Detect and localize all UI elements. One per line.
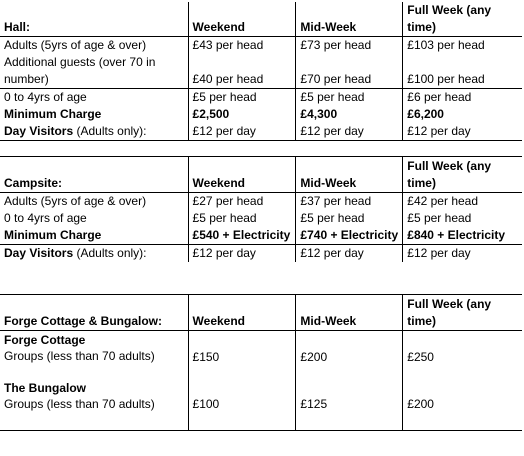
mid-week-price: £12 per day xyxy=(296,123,403,141)
day-visitors-row xyxy=(0,245,522,263)
row-label: Minimum Charge xyxy=(0,227,188,245)
minimum-charge-row xyxy=(0,227,522,245)
day-visitors-row xyxy=(0,123,522,141)
weekend-price: £40 per head xyxy=(188,54,296,89)
mid-week-header: Mid-Week xyxy=(296,2,403,37)
weekend-price: £100 xyxy=(188,366,296,431)
weekend-price: £5 per head xyxy=(188,210,296,227)
minimum-charge-row xyxy=(0,106,522,123)
full-week-price: £6,200 xyxy=(403,106,522,123)
mid-week-price: £4,300 xyxy=(296,106,403,123)
table-row xyxy=(0,37,522,55)
weekend-header: Weekend xyxy=(188,2,296,37)
row-label: Day Visitors (Adults only): xyxy=(0,123,188,141)
row-label: Adults (5yrs of age & over) xyxy=(4,194,147,208)
bungalow-row xyxy=(0,366,522,431)
weekend-price: £12 per day xyxy=(188,123,296,141)
weekend-price: £150 xyxy=(188,331,296,367)
full-week-header: Full Week (any time) xyxy=(403,295,522,331)
hall-header-row xyxy=(0,2,522,37)
campsite-header-row xyxy=(0,157,522,193)
mid-week-header: Mid-Week xyxy=(296,157,403,193)
mid-week-price: £740 + Electricity xyxy=(296,227,403,245)
campsite-pricing-table xyxy=(0,156,522,262)
mid-week-price: £5 per head xyxy=(296,210,403,227)
row-label: Minimum Charge xyxy=(4,107,102,121)
table-row xyxy=(0,89,522,107)
table-row xyxy=(0,193,522,211)
row-label: Adults (5yrs of age & over) xyxy=(4,38,147,52)
weekend-price: £27 per head xyxy=(188,193,296,211)
forge-cottage-row xyxy=(0,331,522,367)
mid-week-price: £70 per head xyxy=(296,54,403,89)
full-week-price: £200 xyxy=(403,366,522,431)
table-row xyxy=(0,54,522,89)
full-week-price: £12 per day xyxy=(403,245,522,263)
mid-week-price: £73 per head xyxy=(296,37,403,55)
weekend-price: £2,500 xyxy=(188,106,296,123)
mid-week-price: £125 xyxy=(296,366,403,431)
row-label: 0 to 4yrs of age xyxy=(4,90,87,104)
cottage-header-row xyxy=(0,295,522,331)
full-week-header: Full Week (any time) xyxy=(403,157,522,193)
row-label: The Bungalow Groups (less than 70 adults) xyxy=(4,381,155,411)
table-row xyxy=(0,210,522,227)
full-week-price: £250 xyxy=(403,331,522,367)
full-week-price: £103 per head xyxy=(403,37,522,55)
full-week-price: £12 per day xyxy=(403,123,522,141)
mid-week-price: £12 per day xyxy=(296,245,403,263)
weekend-price: £43 per head xyxy=(188,37,296,55)
full-week-price: £100 per head xyxy=(403,54,522,89)
mid-week-price: £5 per head xyxy=(296,89,403,107)
weekend-price: £5 per head xyxy=(188,89,296,107)
row-label: Forge Cottage Groups (less than 70 adults) xyxy=(4,333,155,363)
cottage-pricing-table xyxy=(0,294,522,431)
full-week-header: Full Week (any time) xyxy=(403,2,522,37)
forge-cottage-title: Forge Cottage xyxy=(4,333,86,347)
hall-pricing-table xyxy=(0,2,522,141)
bungalow-title: The Bungalow xyxy=(4,381,86,395)
full-week-price: £5 per head xyxy=(403,210,522,227)
full-week-price: £42 per head xyxy=(403,193,522,211)
weekend-header: Weekend xyxy=(188,295,296,331)
row-label: 0 to 4yrs of age xyxy=(4,211,87,225)
hall-section-title: Hall: xyxy=(0,2,188,37)
cottage-section-title: Forge Cottage & Bungalow: xyxy=(0,295,188,331)
weekend-header: Weekend xyxy=(188,157,296,193)
weekend-price: £12 per day xyxy=(188,245,296,263)
full-week-price: £840 + Electricity xyxy=(403,227,522,245)
row-label: Additional guests (over 70 in number) xyxy=(0,54,188,89)
full-week-price: £6 per head xyxy=(403,89,522,107)
mid-week-header: Mid-Week xyxy=(296,295,403,331)
weekend-price: £540 + Electricity xyxy=(188,227,296,245)
mid-week-price: £200 xyxy=(296,331,403,367)
mid-week-price: £37 per head xyxy=(296,193,403,211)
row-label: Day Visitors (Adults only): xyxy=(4,246,147,260)
campsite-section-title: Campsite: xyxy=(0,157,188,193)
